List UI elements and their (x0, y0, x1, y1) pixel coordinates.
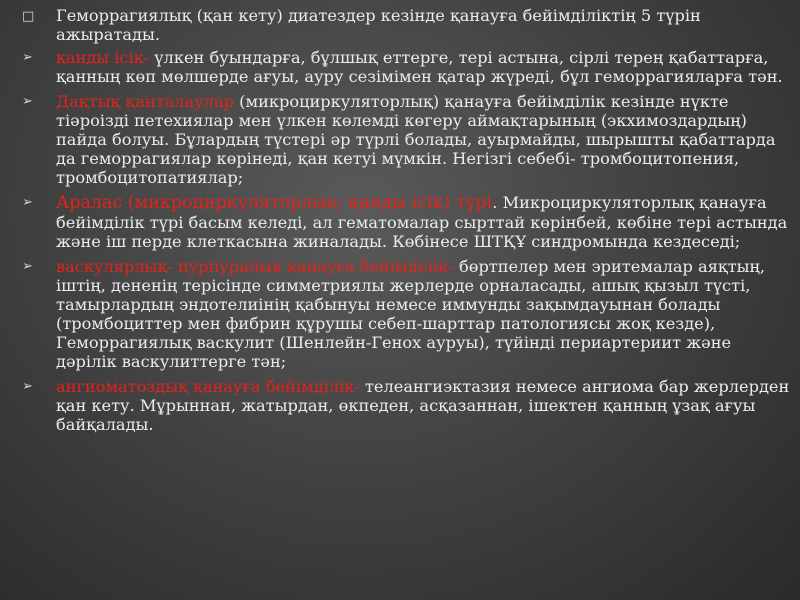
arrow-bullet-icon: ➢ (22, 195, 33, 210)
square-bullet-icon: □ (22, 9, 35, 24)
item-text: бөртпелер мен эритемалар аяқтың, іштің, дененің терісінде симметриялы жерлерде орналасады, ашық қызыл түсті, тамырлардың эндотелиінің қабынуы немесе иммунды зақымдауынан болады (тромбоциттер мен фибрин құрушы себеп-шарттар патологиясы жоқ кезде), Геморрагиялық васкулит (Шенлейн-Генох ауруы), түйінді периартериит және дәрілік васкулиттерге тән; (56, 257, 766, 371)
item-highlight: васкулярлық- пурпуралық қанауға бейімділік- (56, 257, 454, 276)
arrow-bullet-icon: ➢ (22, 94, 33, 109)
list-item (22, 193, 794, 251)
item-highlight: Дақтық қанталаулар (56, 92, 235, 111)
item-text: үлкен буындарға, бұлшық еттерге, тері астына, сірлі терең қабаттарға, қанның көп мөлшерде ағуы, ауру сезімімен қатар жүреді, бұл геморрагияларға тән. (56, 48, 783, 86)
list-item (22, 6, 794, 44)
item-text: Геморрагиялық (қан кету) диатездер кезінде қанауға бейімділіктің 5 түрін ажыратады. (56, 6, 701, 44)
arrow-bullet-icon: ➢ (22, 259, 33, 274)
list-item (22, 92, 794, 187)
item-highlight: ангиоматоздық қанауға бейімділік- (56, 377, 360, 396)
list-item (22, 48, 794, 86)
content-list (22, 6, 794, 440)
item-highlight: қанды ісік- (56, 48, 150, 67)
list-item (22, 377, 794, 434)
item-text: (микроциркуляторлық) қанауға бейімділік кезінде нүкте тіәроізді петехиялар мен үлкен көлемді көгеру аймақтарының (экхимоздардың) пайда болуы. Бұлардың түстері әр түрлі болады, ауырмайды, шырышты қабаттарда да геморрагиялар көрінеді, қан кетуі мүмкін. Негізгі себебі- тромбоцитопения, тромбоцитопатиялар; (56, 92, 776, 187)
item-highlight: Аралас (микроциркуляторлық- қанды ісік) түрі (56, 193, 493, 213)
arrow-bullet-icon: ➢ (22, 379, 33, 394)
item-text: . Микроциркуляторлық қанауға бейімділік түрі басым келеді, ал гематомалар сырттай көрінбей, көбіне тері астында және іш перде клеткасына жиналады. Көбінесе ШТҚҰ синдромында кездеседі; (56, 193, 788, 251)
arrow-bullet-icon: ➢ (22, 50, 33, 65)
item-text: телеангиэктазия немесе ангиома бар жерлерден қан кету. Мұрыннан, жатырдан, өкпеден, асқазаннан, ішектен қанның ұзақ ағуы байқалады. (56, 377, 790, 434)
list-item (22, 257, 794, 371)
